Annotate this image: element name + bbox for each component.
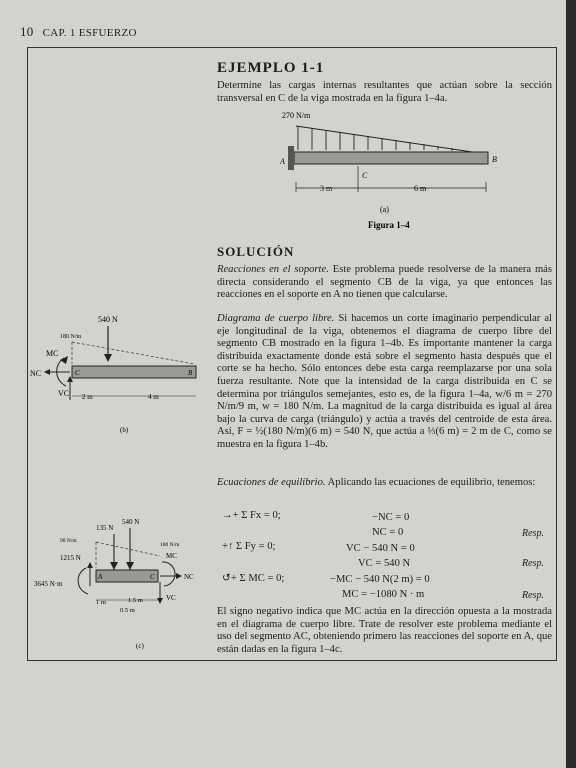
dim-4m-b: 4 m <box>148 393 159 401</box>
paragraph-reactions <box>217 264 552 302</box>
moment-3645-c: 3645 N·m <box>34 580 63 588</box>
dim-left-a: 3 m <box>320 184 333 193</box>
force-135-c: 135 N <box>96 524 114 532</box>
page-header <box>20 24 137 40</box>
eq2-b: VC = 540 N <box>358 558 411 569</box>
point-b-label: B <box>492 155 497 164</box>
mc-c: MC <box>166 552 177 560</box>
load-label-a: 270 N/m <box>282 111 311 120</box>
paragraph-conclusion: El signo negativo indica que MC actúa en la dirección opuesta a la mostrada en el diagrama de cuerpo libre. Trate de resolver este problema mediante el uso del segmento AC, obteniendo primero las reacciones del soporte en A, que están dadas en la figura 1–4c. <box>217 606 552 655</box>
nc-c: NC <box>184 573 194 581</box>
point-a-c: A <box>98 573 103 581</box>
paragraph-free-body <box>217 313 552 452</box>
dim-15m-c: 1.5 m <box>128 597 143 604</box>
beam-a <box>294 152 488 164</box>
point-c-c: C <box>150 573 155 581</box>
eq1-b: NC = 0 <box>372 527 404 538</box>
eq1-a: −NC = 0 <box>372 512 410 523</box>
resp-2: Resp. <box>522 558 544 569</box>
reaction-1215-c: 1215 N <box>60 554 81 562</box>
eq3-b: MC = −1080 N · m <box>342 589 425 600</box>
text-free-body: Si hacemos un corte imaginario perpendicular al eje longitudinal de la viga, obtenemos el diagrama de cuerpo libre del segmento CB mostrado en la figura 1–4b. Es importante mantener la carga distribuida exactamente donde está sobre el segmento hasta después que el corte se ha hecho. Sólo entonces debe esta carga reemplazarse por una sola fuerza resultante. Note que la intensidad de la carga distribuida en C se determina por triángulos semejantes, esto es, de la figura 1–4a, w/6 m = 270 N/m/9 m, w = 180 N/m. La magnitud de la carga distribuida es igual al área bajo la curva de carga (triángulo) y actúa a través del centroide de esta área. Así, F = ½(180 N/m)(6 m) = 540 N, que actúa a ⅓(6 m) = 2 m de C, como se muestra en la figura 1–4b. <box>217 313 552 450</box>
example-statement: Determine las cargas internas resultantes que actúan sobre la sección transversal en C de la viga mostrada en la figura 1–4a. <box>217 80 552 104</box>
figure-caption: Figura 1–4 <box>368 220 410 230</box>
vc-b: VC <box>58 389 70 398</box>
resp-3: Resp. <box>522 590 544 601</box>
figure-c <box>30 516 210 654</box>
figure-b <box>30 312 210 440</box>
paragraph-equilibrium <box>217 477 552 490</box>
load-180-b: 180 N/m <box>60 334 82 340</box>
chapter-title: CAP. 1 ESFUERZO <box>42 27 137 39</box>
vc-c: VC <box>166 594 176 602</box>
nc-b: NC <box>30 369 42 378</box>
eq2-label: +↑ Σ Fy = 0; <box>222 541 276 552</box>
force-540-c: 540 N <box>122 518 140 526</box>
example-title: EJEMPLO 1-1 <box>217 60 325 76</box>
eq3-a: −MC − 540 N(2 m) = 0 <box>330 574 430 585</box>
point-b-b: B <box>188 369 193 377</box>
load-90-c: 90 N/m <box>60 538 77 544</box>
sub-label-c: (c) <box>136 642 144 650</box>
point-a-label: A <box>280 157 285 166</box>
beam-b <box>72 366 196 378</box>
mc-b: MC <box>46 349 59 358</box>
eq2-a: VC − 540 N = 0 <box>346 543 415 554</box>
dim-2m-b: 2 m <box>82 393 93 401</box>
sub-label-b: (b) <box>120 426 129 434</box>
point-c-b: C <box>75 369 80 377</box>
resp-1: Resp. <box>522 528 544 539</box>
load-180-c: 180 N/m <box>160 542 180 548</box>
dim-1m-c: 1 m <box>96 599 106 606</box>
heading-equilibrium: Ecuaciones de equilibrio. <box>217 477 326 488</box>
text-reactions: Este problema puede resolverse de la manera más directa considerando el segmento CB de la viga, ya que entonces las reacciones en el soporte en A no tienen que calcularse. <box>217 264 553 301</box>
figure-a <box>270 108 510 236</box>
sub-label-a: (a) <box>380 205 389 214</box>
eq3-label: ↺+ Σ MC = 0; <box>222 573 285 584</box>
solution-title: SOLUCIÓN <box>217 244 295 259</box>
dim-05m-c: 0.5 m <box>120 607 135 614</box>
force-540-b: 540 N <box>98 315 118 324</box>
beam-c <box>96 570 158 582</box>
text-equilibrium: Aplicando las ecuaciones de equilibrio, tenemos: <box>327 477 536 488</box>
heading-free-body: Diagrama de cuerpo libre. <box>217 313 335 324</box>
point-c-label: C <box>362 171 368 180</box>
eq1-label: →+ Σ Fx = 0; <box>222 510 281 521</box>
dim-right-a: 6 m <box>414 184 427 193</box>
heading-reactions: Reacciones en el soporte. <box>217 264 329 275</box>
page-number: 10 <box>20 24 34 39</box>
